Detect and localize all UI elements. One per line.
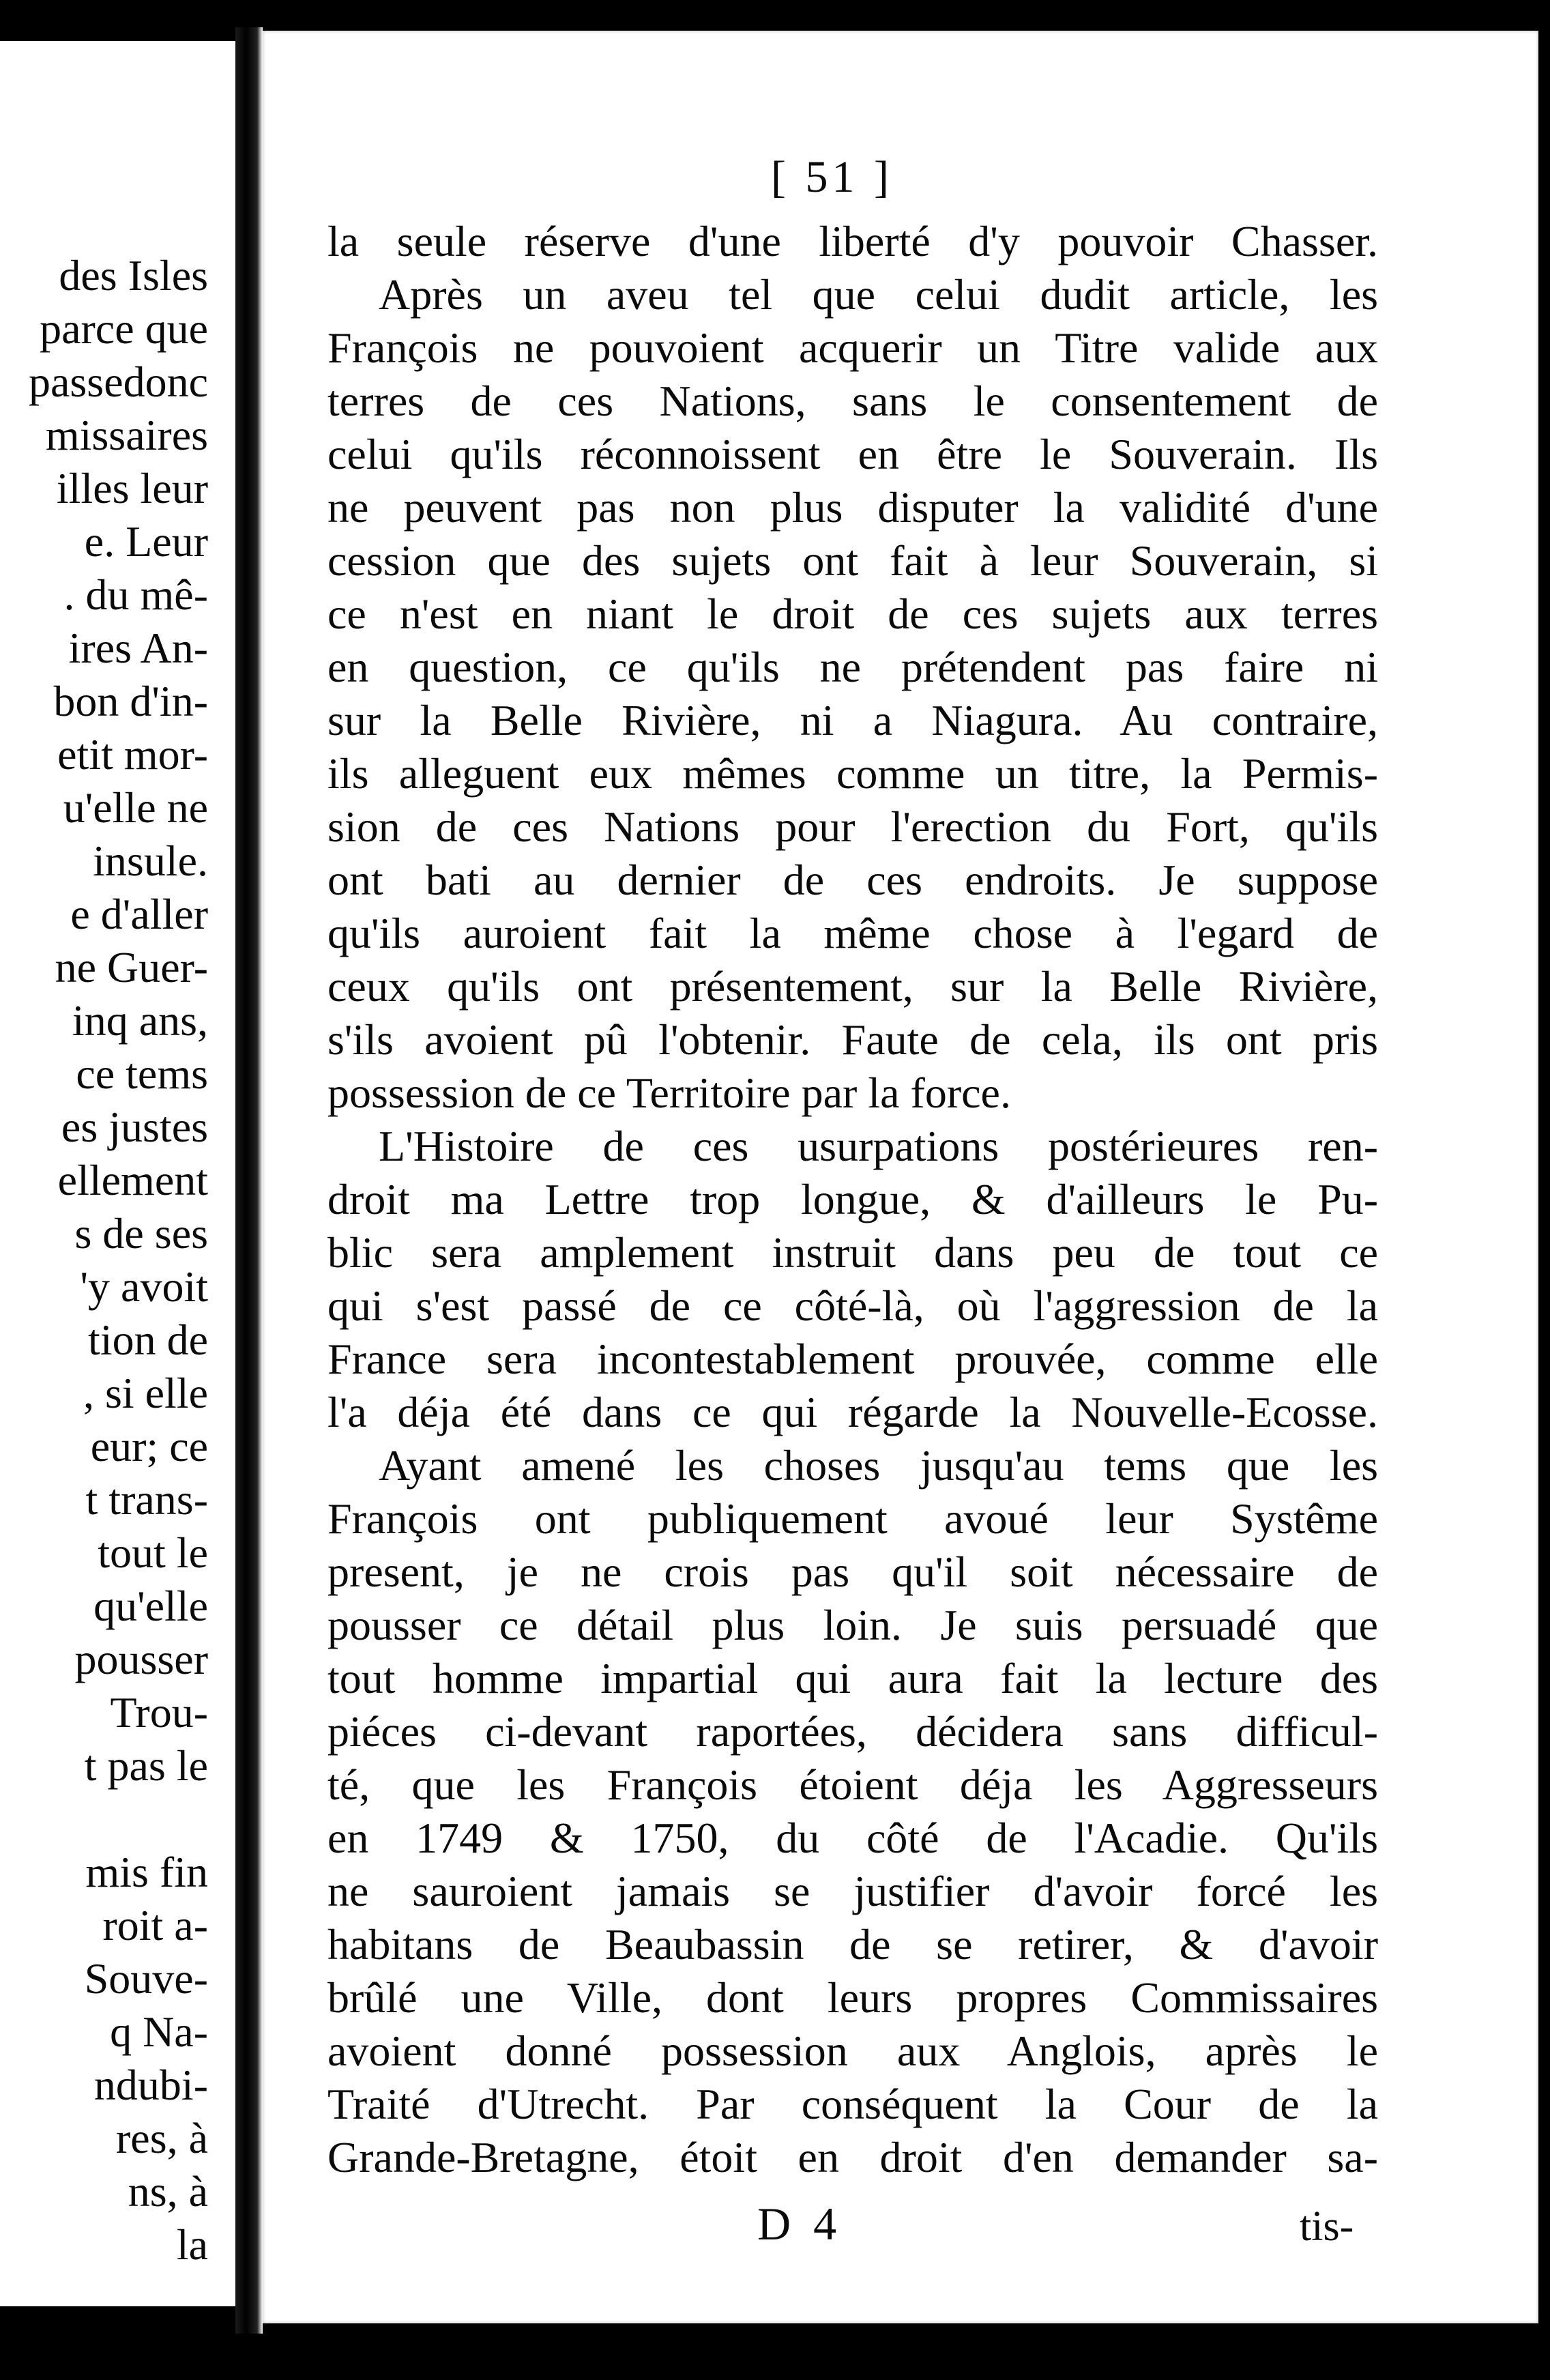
body-text-line: ne sauroient jamais se justifier d'avoir forcé les xyxy=(327,1867,1378,1915)
left-page-line: ne Guer- xyxy=(55,943,208,991)
body-text-line: L'Histoire de ces usurpations postérieures ren- xyxy=(379,1122,1378,1170)
body-text-line: Ayant amené les choses jusqu'au tems que les xyxy=(379,1441,1378,1490)
signature-mark: D 4 xyxy=(757,2198,843,2250)
left-page-line: , si elle xyxy=(83,1369,208,1417)
left-page-line: ellement xyxy=(57,1156,208,1204)
body-text-line: habitans de Beaubassin de se retirer, & d'avoir xyxy=(327,1920,1378,1969)
body-text-line: ils alleguent eux mêmes comme un titre, la Permis- xyxy=(327,749,1378,798)
body-text-line: té, que les François étoient déja les Aggresseurs xyxy=(327,1760,1378,1809)
body-text-line: en question, ce qu'ils ne prétendent pas faire ni xyxy=(327,643,1378,691)
left-page-line: ndubi- xyxy=(93,2061,208,2109)
left-page-line: missaires xyxy=(45,411,208,459)
left-page-line: ce tems xyxy=(76,1049,208,1098)
left-page-line: insule. xyxy=(93,837,208,885)
left-page-line: Souve- xyxy=(84,1954,208,2003)
left-page-line: ns, à xyxy=(128,2167,208,2216)
left-page-line: 'y avoit xyxy=(80,1262,208,1311)
body-text-line: possession de ce Territoire par la force. xyxy=(327,1069,1011,1117)
left-page-line: ires An- xyxy=(68,624,208,672)
body-text-line: cession que des sujets ont fait à leur Souverain, si xyxy=(327,536,1378,585)
body-text-line: qui s'est passé de ce côté-là, où l'aggression de la xyxy=(327,1281,1378,1330)
body-text-line: France sera incontestablement prouvée, comme elle xyxy=(327,1335,1378,1383)
left-page-line: Trou- xyxy=(110,1688,208,1737)
book-gutter xyxy=(235,27,263,2334)
left-page-line: parce que xyxy=(40,304,208,353)
left-page-line: res, à xyxy=(115,2114,208,2162)
left-page-line: bon d'in- xyxy=(53,677,208,725)
left-facing-page xyxy=(0,41,235,2306)
left-page-line: la xyxy=(176,2220,208,2269)
body-text-line: present, je ne crois pas qu'il soit nécessaire de xyxy=(327,1548,1378,1596)
left-page-line: roit a- xyxy=(102,1901,208,1949)
body-text-line: en 1749 & 1750, du côté de l'Acadie. Qu'ils xyxy=(327,1814,1378,1862)
left-page-line: e. Leur xyxy=(84,517,208,566)
left-page-line: qu'elle xyxy=(93,1582,208,1630)
body-text-line: sion de ces Nations pour l'erection du Fort, qu'ils xyxy=(327,802,1378,851)
body-text-line: ce n'est en niant le droit de ces sujets aux terres xyxy=(327,590,1378,638)
left-page-line: e d'aller xyxy=(70,890,208,938)
body-text-line: ceux qu'ils ont présentement, sur la Belle Rivière, xyxy=(327,962,1378,1011)
body-text-line: ne peuvent pas non plus disputer la validité d'une xyxy=(327,483,1378,532)
body-text-line: Après un aveu tel que celui dudit article, les xyxy=(379,270,1378,319)
body-text-line: l'a déja été dans ce qui régarde la Nouvelle-Ecosse. xyxy=(327,1388,1378,1436)
body-text-line: qu'ils auroient fait la même chose à l'egard de xyxy=(327,909,1378,957)
body-text-line: terres de ces Nations, sans le consentement de xyxy=(327,377,1378,425)
left-page-line: inq ans, xyxy=(72,996,208,1045)
body-text-line: la seule réserve d'une liberté d'y pouvoir Chasser. xyxy=(327,217,1378,265)
page-number: [ 51 ] xyxy=(771,152,893,202)
body-text-line: pousser ce détail plus loin. Je suis persuadé que xyxy=(327,1601,1378,1649)
left-page-line: t trans- xyxy=(85,1475,208,1524)
left-page-line: s de ses xyxy=(74,1209,208,1258)
left-page-line: mis fin xyxy=(85,1848,208,1896)
body-text-line: François ne pouvoient acquerir un Titre valide aux xyxy=(327,323,1378,372)
body-text-line: droit ma Lettre trop longue, & d'ailleurs le Pu- xyxy=(327,1175,1378,1223)
left-page-line: q Na- xyxy=(110,2007,208,2056)
body-text-line: blic sera amplement instruit dans peu de tout ce xyxy=(327,1228,1378,1277)
body-text-line: tout homme impartial qui aura fait la lecture des xyxy=(327,1654,1378,1702)
body-text-line: Traité d'Utrecht. Par conséquent la Cour de la xyxy=(327,2080,1378,2128)
body-text-line: Grande-Bretagne, étoit en droit d'en demander sa- xyxy=(327,2133,1378,2181)
left-page-line: eur; ce xyxy=(90,1422,208,1470)
body-text-line: s'ils avoient pû l'obtenir. Faute de cela, ils ont pris xyxy=(327,1015,1378,1064)
left-page-line: tout le xyxy=(98,1528,208,1577)
body-text-line: sur la Belle Rivière, ni a Niagura. Au contraire, xyxy=(327,696,1378,744)
catchword: tis- xyxy=(1300,2203,1354,2250)
body-text-line: ont bati au dernier de ces endroits. Je suppose xyxy=(327,856,1378,904)
body-text-line: celui qu'ils réconnoissent en être le Souverain. Ils xyxy=(327,430,1378,478)
left-page-line: es justes xyxy=(61,1103,208,1151)
left-page-line: illes leur xyxy=(56,464,208,512)
body-text-line: François ont publiquement avoué leur Systême xyxy=(327,1494,1378,1543)
left-page-line: tion de xyxy=(88,1316,208,1364)
body-text-line: avoient donné possession aux Anglois, après le xyxy=(327,2027,1378,2075)
left-page-line: t pas le xyxy=(84,1741,208,1790)
left-page-line: des Isles xyxy=(59,251,208,300)
left-page-line: pousser xyxy=(74,1635,208,1683)
left-page-line: etit mor- xyxy=(57,730,208,779)
left-page-line: u'elle ne xyxy=(63,783,208,832)
left-page-line: passedonc xyxy=(28,358,208,406)
body-text-line: brûlé une Ville, dont leurs propres Commissaires xyxy=(327,1973,1378,2022)
left-page-line: . du mê- xyxy=(63,570,208,619)
body-text-line: piéces ci-devant raportées, décidera sans difficul- xyxy=(327,1707,1378,1756)
